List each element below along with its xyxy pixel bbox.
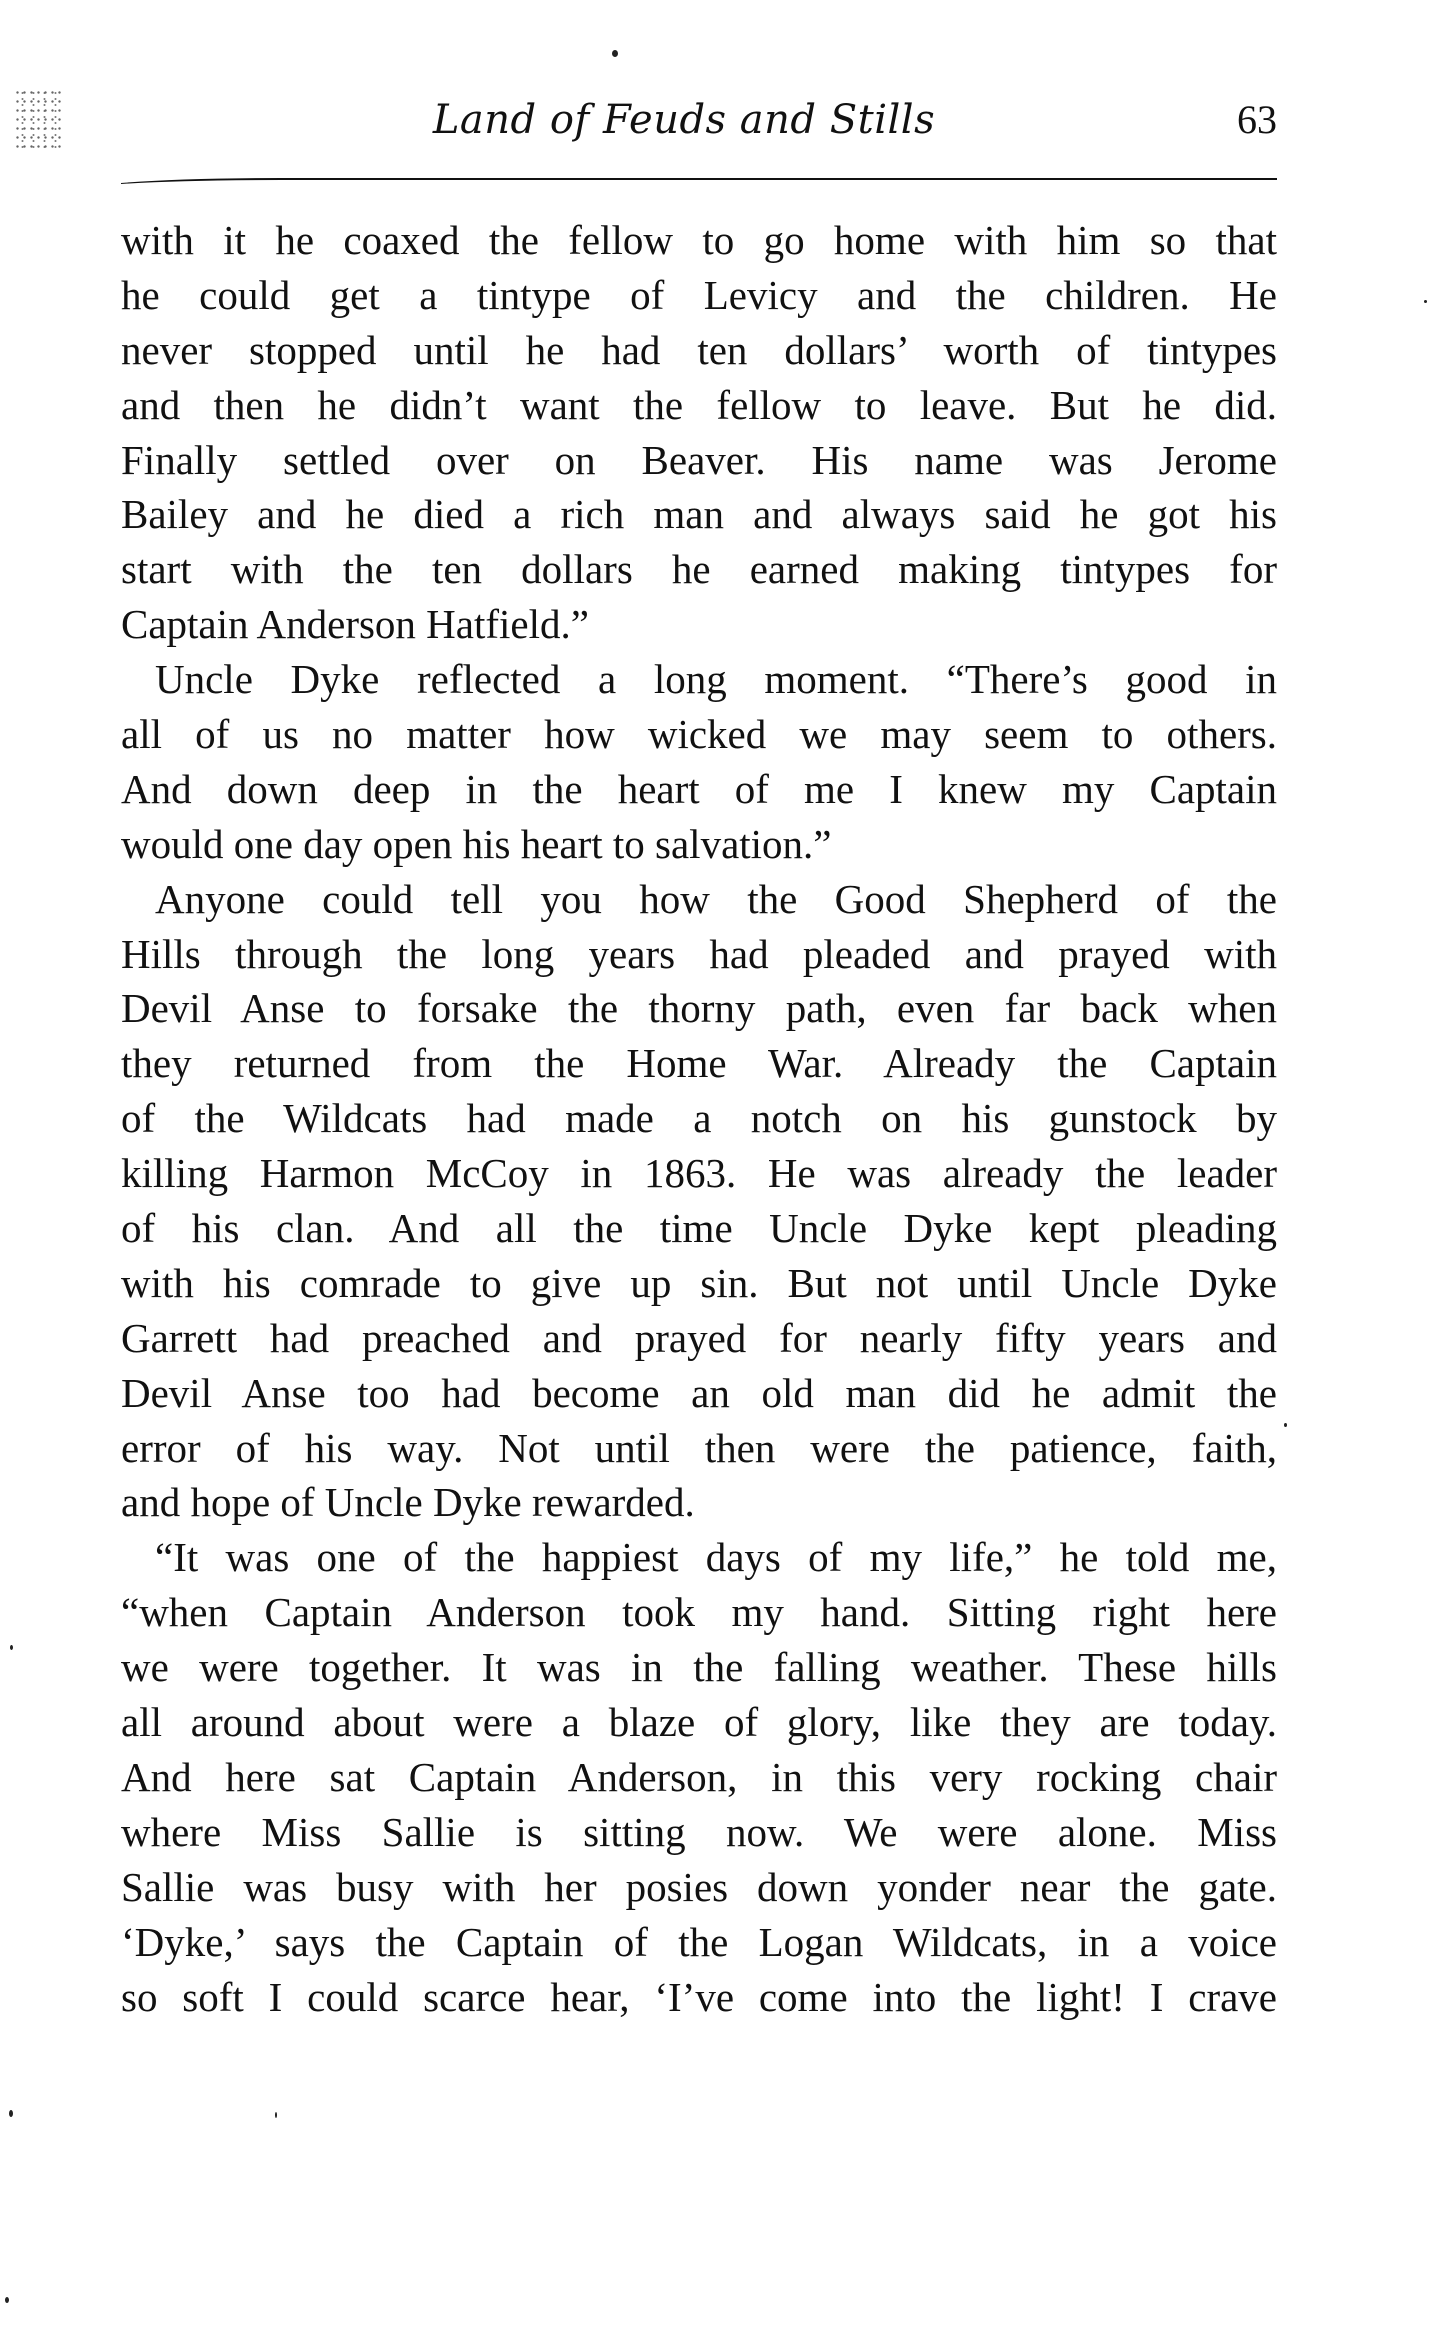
text-line: never stopped until he had ten dollars’ worth of tintypes bbox=[121, 326, 1277, 373]
text-line: with it he coaxed the fellow to go home with him so that bbox=[121, 217, 1277, 263]
text-line: we were together. It was in the falling weather. These hills bbox=[121, 1644, 1277, 1691]
paragraph-start-line: “It was one of the happiest days of my life,” he told me, bbox=[155, 1534, 1277, 1581]
text-line: ‘Dyke,’ says the Captain of the Logan Wildcats, in a voice bbox=[121, 1918, 1277, 1965]
text-line: Garrett had preached and prayed for nearly fifty years and bbox=[121, 1314, 1277, 1361]
text-line: with his comrade to give up sin. But not until Uncle Dyke bbox=[121, 1259, 1277, 1306]
paragraph-start-line: Uncle Dyke reflected a long moment. “There’s good in bbox=[155, 656, 1277, 703]
text-line: Hills through the long years had pleaded and prayed with bbox=[121, 930, 1277, 977]
text-line: Sallie was busy with her posies down yonder near the gate. bbox=[121, 1863, 1277, 1910]
text-line: Captain Anderson Hatfield.” bbox=[121, 601, 589, 648]
text-line: error of his way. Not until then were the patience, faith, bbox=[121, 1424, 1277, 1471]
scan-speck bbox=[275, 2112, 277, 2118]
text-line: And here sat Captain Anderson, in this very rocking chair bbox=[121, 1753, 1277, 1800]
text-line: all of us no matter how wicked we may seem to others. bbox=[121, 711, 1277, 758]
text-line: of his clan. And all the time Uncle Dyke kept pleading bbox=[121, 1205, 1277, 1252]
scan-speck bbox=[1284, 1423, 1287, 1427]
scan-speck bbox=[10, 1645, 13, 1650]
text-line: and hope of Uncle Dyke rewarded. bbox=[121, 1479, 695, 1526]
text-line: Bailey and he died a rich man and always said he got his bbox=[121, 491, 1277, 538]
text-line: where Miss Sallie is sitting now. We were alone. Miss bbox=[121, 1808, 1277, 1855]
scan-speck bbox=[9, 2110, 13, 2117]
running-header bbox=[121, 92, 1277, 152]
text-line: of the Wildcats had made a notch on his gunstock by bbox=[121, 1095, 1277, 1142]
page-number: 63 bbox=[1237, 97, 1277, 142]
text-line: start with the ten dollars he earned making tintypes for bbox=[121, 546, 1277, 593]
running-title: Land of Feuds and Stills bbox=[432, 97, 936, 143]
text-line: he could get a tintype of Levicy and the children. He bbox=[121, 271, 1277, 318]
text-line: and then he didn’t want the fellow to leave. But he did. bbox=[121, 381, 1277, 428]
paragraph-start-line: Anyone could tell you how the Good Shepherd of the bbox=[155, 875, 1277, 922]
scan-speck bbox=[612, 50, 618, 57]
text-line: so soft I could scarce hear, ‘I’ve come into the light! I crave bbox=[121, 1973, 1277, 2020]
header-rule bbox=[121, 176, 1277, 182]
text-line: Finally settled over on Beaver. His name was Jerome bbox=[121, 436, 1277, 483]
text-line: they returned from the Home War. Already the Captain bbox=[121, 1040, 1277, 1087]
text-line: would one day open his heart to salvation.” bbox=[121, 820, 832, 867]
text-line: “when Captain Anderson took my hand. Sitting right here bbox=[121, 1589, 1277, 1636]
header-rule-line bbox=[121, 176, 1277, 184]
scan-artifact bbox=[14, 88, 62, 150]
text-line: killing Harmon McCoy in 1863. He was already the leader bbox=[121, 1150, 1277, 1197]
text-line: all around about were a blaze of glory, like they are today. bbox=[121, 1699, 1277, 1746]
scan-speck bbox=[1424, 300, 1427, 303]
scan-speck bbox=[5, 2297, 9, 2303]
text-line: Devil Anse to forsake the thorny path, even far back when bbox=[121, 985, 1277, 1032]
text-line: And down deep in the heart of me I knew my Captain bbox=[121, 765, 1277, 812]
text-line: Devil Anse too had become an old man did he admit the bbox=[121, 1369, 1277, 1416]
body-text bbox=[121, 213, 1277, 2024]
